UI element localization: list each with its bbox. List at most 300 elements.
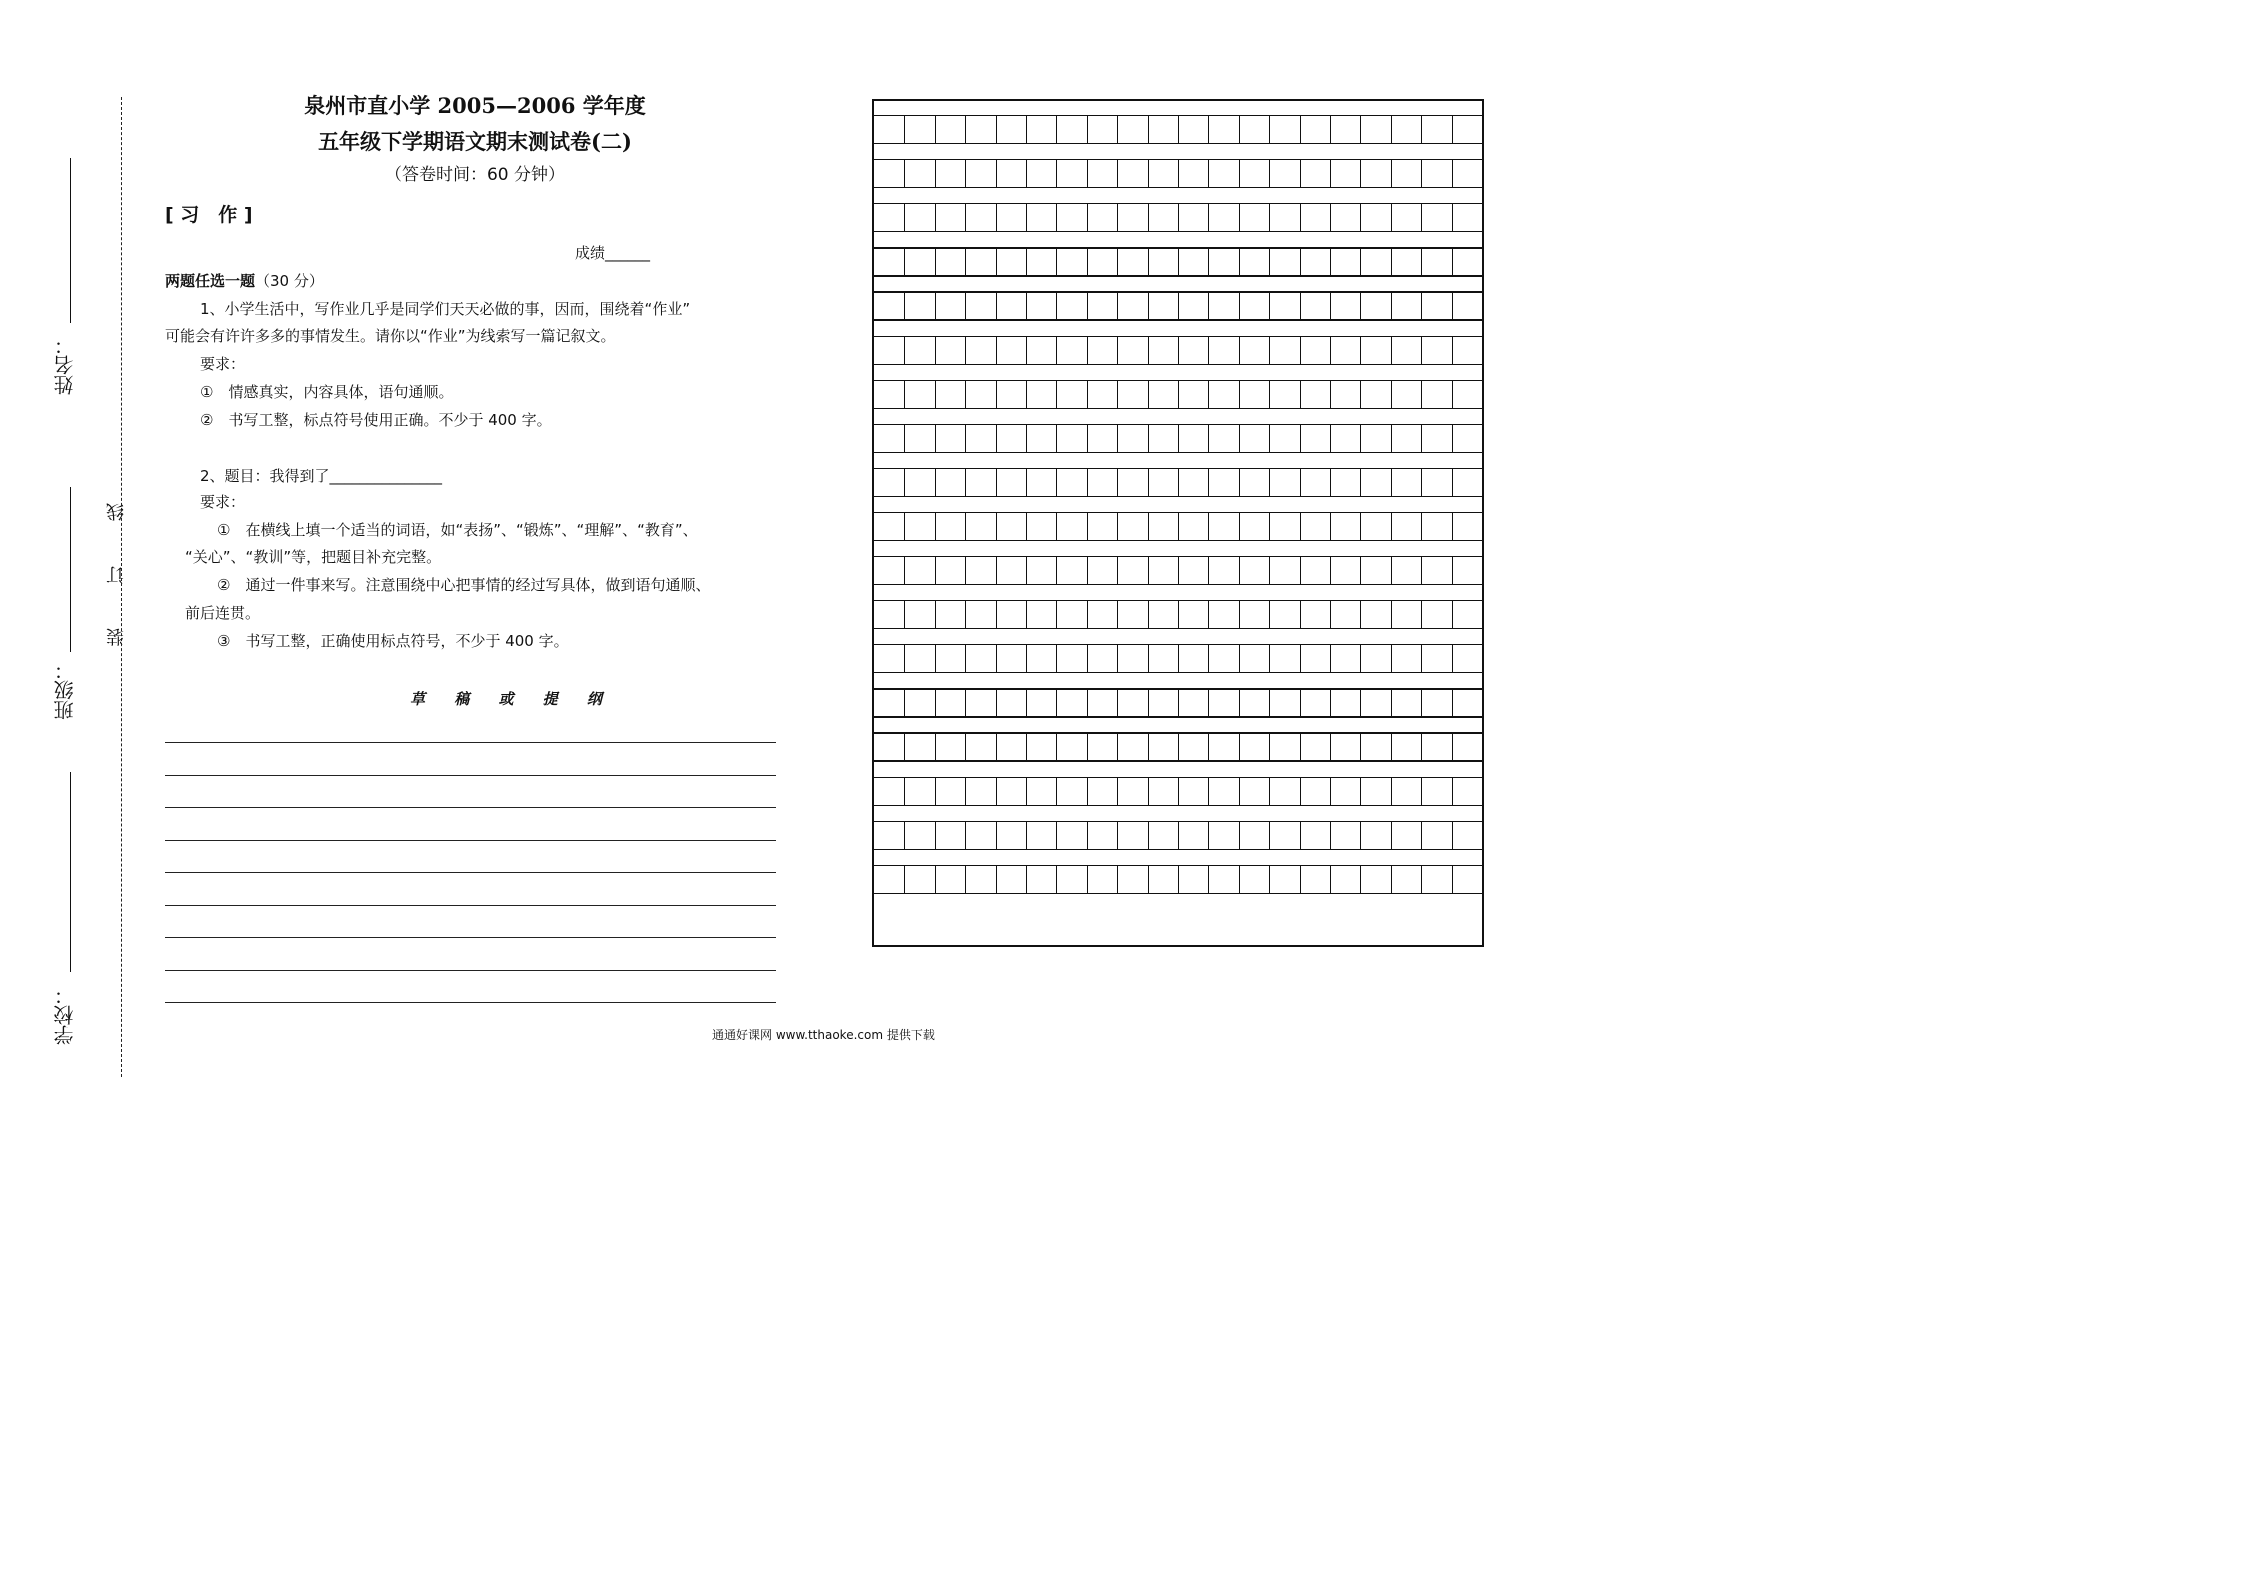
grid-cell-divider [904, 336, 905, 364]
grid-cell-divider [1330, 468, 1331, 496]
grid-cell-divider [1239, 644, 1240, 672]
question-intro-text: 两题任选一题 [165, 272, 256, 290]
grid-cell-divider [1330, 644, 1331, 672]
grid-cell-divider [1269, 380, 1270, 408]
grid-cell-divider [1269, 424, 1270, 452]
grid-cell-divider [1421, 688, 1422, 716]
grid-cell-divider [1117, 336, 1118, 364]
grid-cell-divider [1026, 424, 1027, 452]
grid-cell-divider [1148, 291, 1149, 319]
grid-cell-divider [1087, 115, 1088, 143]
grid-cell-divider [996, 380, 997, 408]
grid-cell-divider [1300, 203, 1301, 231]
grid-cell-divider [965, 115, 966, 143]
draft-line[interactable] [165, 742, 776, 743]
grid-cell-divider [1239, 159, 1240, 187]
grid-cell-divider [1178, 247, 1179, 275]
grid-row-line [874, 849, 1482, 850]
grid-cell-divider [1300, 468, 1301, 496]
grid-cell-divider [1360, 247, 1361, 275]
grid-cell-divider [1056, 336, 1057, 364]
binding-char-xian: 线 [106, 503, 127, 521]
grid-cell-divider [1087, 468, 1088, 496]
draft-line[interactable] [165, 937, 776, 938]
grid-cell-divider [1117, 247, 1118, 275]
grid-cell-divider [1452, 556, 1453, 584]
grid-cell-divider [1330, 732, 1331, 760]
grid-cell-divider [1117, 644, 1118, 672]
grid-cell-divider [1056, 556, 1057, 584]
q1-req2: ② 书写工整，标点符号使用正确。不少于 400 字。 [200, 411, 552, 429]
grid-cell-divider [1239, 380, 1240, 408]
grid-cell-divider [1391, 336, 1392, 364]
grid-cell-divider [1056, 115, 1057, 143]
grid-cell-divider [935, 115, 936, 143]
grid-cell-divider [904, 865, 905, 893]
grid-cell-divider [1239, 203, 1240, 231]
grid-cell-divider [904, 821, 905, 849]
grid-cell-divider [1056, 600, 1057, 628]
grid-cell-divider [1026, 468, 1027, 496]
grid-cell-divider [935, 644, 936, 672]
grid-cell-divider [1087, 777, 1088, 805]
grid-cell-divider [1391, 556, 1392, 584]
grid-cell-divider [904, 468, 905, 496]
grid-cell-divider [1208, 777, 1209, 805]
school-blank-line [70, 772, 71, 972]
grid-cell-divider [1269, 865, 1270, 893]
grid-cell-divider [1452, 159, 1453, 187]
grid-cell-divider [1178, 777, 1179, 805]
grid-cell-divider [1178, 336, 1179, 364]
grid-cell-divider [1421, 159, 1422, 187]
grid-cell-divider [1300, 336, 1301, 364]
grid-cell-divider [1421, 247, 1422, 275]
grid-cell-divider [1452, 336, 1453, 364]
grid-cell-divider [996, 336, 997, 364]
grid-row-line [874, 628, 1482, 629]
grid-cell-divider [1148, 821, 1149, 849]
grid-cell-divider [1148, 159, 1149, 187]
grid-cell-divider [1026, 512, 1027, 540]
grid-row-line [874, 672, 1482, 673]
grid-cell-divider [1421, 380, 1422, 408]
grid-cell-divider [1452, 688, 1453, 716]
grid-cell-divider [1452, 291, 1453, 319]
grid-cell-divider [1087, 732, 1088, 760]
grid-cell-divider [1026, 115, 1027, 143]
grid-cell-divider [1148, 115, 1149, 143]
grid-cell-divider [935, 732, 936, 760]
grid-cell-divider [1148, 644, 1149, 672]
exam-title-line1: 泉州市直小学 2005—2006 学年度 [304, 93, 646, 118]
grid-cell-divider [996, 247, 997, 275]
grid-cell-divider [1360, 600, 1361, 628]
grid-cell-divider [1148, 468, 1149, 496]
grid-row-line [874, 893, 1482, 894]
grid-cell-divider [1026, 336, 1027, 364]
grid-cell-divider [935, 865, 936, 893]
grid-cell-divider [996, 644, 997, 672]
grid-cell-divider [1239, 556, 1240, 584]
grid-cell-divider [1239, 291, 1240, 319]
grid-cell-divider [1269, 644, 1270, 672]
grid-cell-divider [1178, 556, 1179, 584]
grid-cell-divider [1421, 512, 1422, 540]
grid-cell-divider [1452, 247, 1453, 275]
grid-cell-divider [1239, 688, 1240, 716]
grid-cell-divider [1239, 424, 1240, 452]
q2-title: 2、题目：我得到了_______________ [200, 467, 443, 485]
grid-cell-divider [904, 777, 905, 805]
grid-cell-divider [1391, 732, 1392, 760]
grid-cell-divider [1452, 512, 1453, 540]
grid-cell-divider [1330, 424, 1331, 452]
grid-cell-divider [1056, 468, 1057, 496]
grid-cell-divider [1087, 247, 1088, 275]
grid-cell-divider [1360, 777, 1361, 805]
grid-cell-divider [1391, 777, 1392, 805]
grid-cell-divider [1330, 159, 1331, 187]
composition-grid[interactable] [872, 99, 1484, 947]
grid-cell-divider [1360, 865, 1361, 893]
grid-cell-divider [1117, 821, 1118, 849]
grid-cell-divider [965, 336, 966, 364]
grid-cell-divider [1269, 115, 1270, 143]
grid-cell-divider [935, 556, 936, 584]
grid-cell-divider [1360, 203, 1361, 231]
grid-cell-divider [965, 556, 966, 584]
grid-cell-divider [996, 512, 997, 540]
grid-cell-divider [1117, 159, 1118, 187]
grid-cell-divider [1330, 600, 1331, 628]
grid-cell-divider [935, 159, 936, 187]
grid-cell-divider [1056, 380, 1057, 408]
grid-cell-divider [1269, 556, 1270, 584]
name-label: 姓名： [53, 335, 77, 395]
grid-cell-divider [996, 600, 997, 628]
grid-cell-divider [1421, 777, 1422, 805]
grid-cell-divider [1239, 512, 1240, 540]
grid-cell-divider [1360, 424, 1361, 452]
grid-cell-divider [1087, 380, 1088, 408]
grid-cell-divider [1360, 468, 1361, 496]
grid-cell-divider [1026, 865, 1027, 893]
grid-cell-divider [996, 732, 997, 760]
footer-credit: 通通好课网 www.tthaoke.com 提供下载 [712, 1028, 935, 1042]
grid-cell-divider [1452, 732, 1453, 760]
grid-cell-divider [1300, 512, 1301, 540]
q2-req3: ③ 书写工整，正确使用标点符号，不少于 400 字。 [217, 632, 569, 650]
grid-cell-divider [1391, 468, 1392, 496]
grid-cell-divider [1300, 732, 1301, 760]
grid-cell-divider [965, 644, 966, 672]
grid-cell-divider [1269, 600, 1270, 628]
grid-cell-divider [1269, 732, 1270, 760]
grid-cell-divider [1026, 600, 1027, 628]
grid-cell-divider [1117, 688, 1118, 716]
draft-line[interactable] [165, 905, 776, 906]
grid-cell-divider [1208, 688, 1209, 716]
grid-cell-divider [1208, 644, 1209, 672]
grid-cell-divider [1056, 291, 1057, 319]
grid-cell-divider [1269, 821, 1270, 849]
grid-cell-divider [904, 424, 905, 452]
grid-cell-divider [1148, 203, 1149, 231]
grid-cell-divider [1391, 512, 1392, 540]
draft-line[interactable] [165, 1002, 776, 1003]
grid-cell-divider [1178, 512, 1179, 540]
grid-cell-divider [996, 424, 997, 452]
grid-cell-divider [1300, 159, 1301, 187]
grid-cell-divider [1208, 556, 1209, 584]
grid-cell-divider [1148, 556, 1149, 584]
grid-cell-divider [1208, 732, 1209, 760]
draft-line[interactable] [165, 807, 776, 808]
grid-cell-divider [1452, 424, 1453, 452]
grid-cell-divider [935, 777, 936, 805]
grid-cell-divider [1452, 865, 1453, 893]
grid-cell-divider [1360, 115, 1361, 143]
grid-cell-divider [1056, 203, 1057, 231]
q2-req1-line1: ① 在横线上填一个适当的词语，如“表扬”、“锻炼”、“理解”、“教育”、 [217, 521, 698, 539]
q1-line1: 1、小学生活中，写作业几乎是同学们天天必做的事，因而，围绕着“作业” [200, 300, 691, 318]
grid-cell-divider [1421, 336, 1422, 364]
grid-cell-divider [1452, 777, 1453, 805]
name-blank-line [70, 158, 71, 323]
question-intro [165, 270, 324, 291]
grid-cell-divider [1087, 865, 1088, 893]
grid-cell-divider [1239, 468, 1240, 496]
grid-cell-divider [1421, 203, 1422, 231]
grid-cell-divider [1330, 777, 1331, 805]
grid-cell-divider [1208, 424, 1209, 452]
grid-cell-divider [1056, 821, 1057, 849]
grid-cell-divider [996, 468, 997, 496]
grid-cell-divider [1087, 821, 1088, 849]
grid-cell-divider [1452, 203, 1453, 231]
grid-cell-divider [1208, 115, 1209, 143]
grid-cell-divider [996, 821, 997, 849]
score-label: 成绩______ [575, 244, 651, 262]
grid-cell-divider [1421, 115, 1422, 143]
grid-cell-divider [1330, 203, 1331, 231]
grid-cell-divider [1239, 336, 1240, 364]
grid-cell-divider [1178, 424, 1179, 452]
grid-cell-divider [1208, 291, 1209, 319]
grid-row-line [874, 364, 1482, 365]
grid-cell-divider [1391, 644, 1392, 672]
grid-cell-divider [1330, 821, 1331, 849]
grid-cell-divider [965, 600, 966, 628]
grid-row-line [874, 716, 1482, 717]
grid-cell-divider [1087, 336, 1088, 364]
grid-cell-divider [1087, 424, 1088, 452]
exam-title-line2: 五年级下学期语文期末测试卷(二) [318, 129, 632, 154]
grid-cell-divider [1391, 600, 1392, 628]
grid-cell-divider [965, 468, 966, 496]
grid-cell-divider [1148, 688, 1149, 716]
grid-cell-divider [965, 159, 966, 187]
grid-cell-divider [1056, 865, 1057, 893]
grid-cell-divider [1391, 821, 1392, 849]
grid-cell-divider [996, 865, 997, 893]
grid-cell-divider [1148, 512, 1149, 540]
grid-cell-divider [1026, 644, 1027, 672]
grid-cell-divider [1056, 644, 1057, 672]
grid-cell-divider [996, 203, 997, 231]
grid-cell-divider [1421, 291, 1422, 319]
grid-cell-divider [1087, 556, 1088, 584]
grid-cell-divider [965, 777, 966, 805]
grid-cell-divider [935, 336, 936, 364]
grid-cell-divider [1178, 159, 1179, 187]
grid-cell-divider [965, 688, 966, 716]
grid-cell-divider [1300, 380, 1301, 408]
grid-cell-divider [1178, 865, 1179, 893]
grid-cell-divider [1148, 336, 1149, 364]
grid-cell-divider [1421, 556, 1422, 584]
grid-cell-divider [1239, 865, 1240, 893]
grid-cell-divider [1391, 688, 1392, 716]
grid-cell-divider [1148, 865, 1149, 893]
grid-row-line [874, 408, 1482, 409]
grid-cell-divider [1117, 732, 1118, 760]
grid-cell-divider [1026, 247, 1027, 275]
grid-cell-divider [1269, 512, 1270, 540]
grid-cell-divider [1300, 688, 1301, 716]
draft-heading: 草 稿 或 提 纲 [410, 690, 614, 708]
draft-line[interactable] [165, 775, 776, 776]
grid-cell-divider [1452, 468, 1453, 496]
grid-cell-divider [1360, 644, 1361, 672]
grid-cell-divider [965, 380, 966, 408]
grid-cell-divider [1117, 865, 1118, 893]
time-note: （答卷时间：60 分钟） [384, 165, 566, 185]
grid-cell-divider [1330, 336, 1331, 364]
grid-cell-divider [904, 291, 905, 319]
grid-cell-divider [1117, 468, 1118, 496]
grid-cell-divider [1026, 291, 1027, 319]
grid-cell-divider [904, 512, 905, 540]
grid-cell-divider [1239, 777, 1240, 805]
grid-cell-divider [904, 115, 905, 143]
grid-cell-divider [1148, 600, 1149, 628]
grid-cell-divider [1452, 600, 1453, 628]
grid-cell-divider [1269, 291, 1270, 319]
grid-cell-divider [1391, 424, 1392, 452]
grid-cell-divider [1026, 380, 1027, 408]
grid-cell-divider [1178, 688, 1179, 716]
grid-cell-divider [965, 247, 966, 275]
grid-cell-divider [1300, 424, 1301, 452]
draft-line[interactable] [165, 840, 776, 841]
grid-cell-divider [1208, 512, 1209, 540]
grid-cell-divider [1026, 732, 1027, 760]
grid-cell-divider [904, 732, 905, 760]
grid-cell-divider [965, 865, 966, 893]
grid-cell-divider [1391, 380, 1392, 408]
grid-cell-divider [1330, 247, 1331, 275]
grid-cell-divider [1178, 380, 1179, 408]
grid-cell-divider [1117, 380, 1118, 408]
grid-cell-divider [1056, 247, 1057, 275]
draft-line[interactable] [165, 872, 776, 873]
grid-cell-divider [1208, 600, 1209, 628]
grid-cell-divider [996, 688, 997, 716]
q2-req2-line2: 前后连贯。 [185, 604, 261, 622]
grid-row-line [874, 143, 1482, 144]
grid-cell-divider [1391, 115, 1392, 143]
grid-cell-divider [935, 468, 936, 496]
grid-cell-divider [935, 247, 936, 275]
grid-cell-divider [1056, 512, 1057, 540]
grid-row-line [874, 319, 1482, 320]
grid-cell-divider [1391, 291, 1392, 319]
grid-cell-divider [1360, 380, 1361, 408]
grid-cell-divider [1300, 821, 1301, 849]
grid-cell-divider [1360, 821, 1361, 849]
grid-cell-divider [1452, 115, 1453, 143]
grid-cell-divider [904, 380, 905, 408]
grid-cell-divider [1208, 203, 1209, 231]
grid-row-line [874, 540, 1482, 541]
grid-cell-divider [1148, 777, 1149, 805]
grid-cell-divider [1300, 644, 1301, 672]
grid-cell-divider [1239, 821, 1240, 849]
grid-cell-divider [1117, 556, 1118, 584]
grid-cell-divider [1087, 600, 1088, 628]
grid-cell-divider [1391, 159, 1392, 187]
grid-cell-divider [1208, 247, 1209, 275]
binding-dashed-line [121, 97, 122, 1077]
grid-cell-divider [1391, 203, 1392, 231]
grid-cell-divider [1269, 688, 1270, 716]
grid-row-line [874, 275, 1482, 276]
q1-req1: ① 情感真实，内容具体，语句通顺。 [200, 383, 454, 401]
grid-cell-divider [1360, 159, 1361, 187]
grid-cell-divider [965, 424, 966, 452]
grid-cell-divider [1026, 556, 1027, 584]
grid-cell-divider [1360, 336, 1361, 364]
grid-cell-divider [1269, 159, 1270, 187]
grid-cell-divider [904, 556, 905, 584]
grid-cell-divider [1087, 159, 1088, 187]
grid-cell-divider [1421, 600, 1422, 628]
q2-req2-line1: ② 通过一件事来写。注意围绕中心把事情的经过写具体，做到语句通顺、 [217, 576, 711, 594]
grid-cell-divider [935, 203, 936, 231]
grid-cell-divider [1269, 247, 1270, 275]
grid-cell-divider [1056, 732, 1057, 760]
grid-cell-divider [1056, 159, 1057, 187]
grid-cell-divider [1239, 247, 1240, 275]
grid-cell-divider [1178, 468, 1179, 496]
grid-cell-divider [1360, 291, 1361, 319]
grid-cell-divider [1087, 644, 1088, 672]
draft-line[interactable] [165, 970, 776, 971]
grid-cell-divider [1421, 865, 1422, 893]
grid-cell-divider [1360, 688, 1361, 716]
grid-cell-divider [996, 159, 997, 187]
grid-cell-divider [1148, 380, 1149, 408]
grid-cell-divider [965, 821, 966, 849]
grid-cell-divider [1300, 115, 1301, 143]
grid-cell-divider [1330, 556, 1331, 584]
grid-cell-divider [1026, 159, 1027, 187]
q2-req1-line2: “关心”、“教训”等，把题目补充完整。 [185, 548, 442, 566]
grid-cell-divider [1300, 600, 1301, 628]
grid-cell-divider [1421, 821, 1422, 849]
